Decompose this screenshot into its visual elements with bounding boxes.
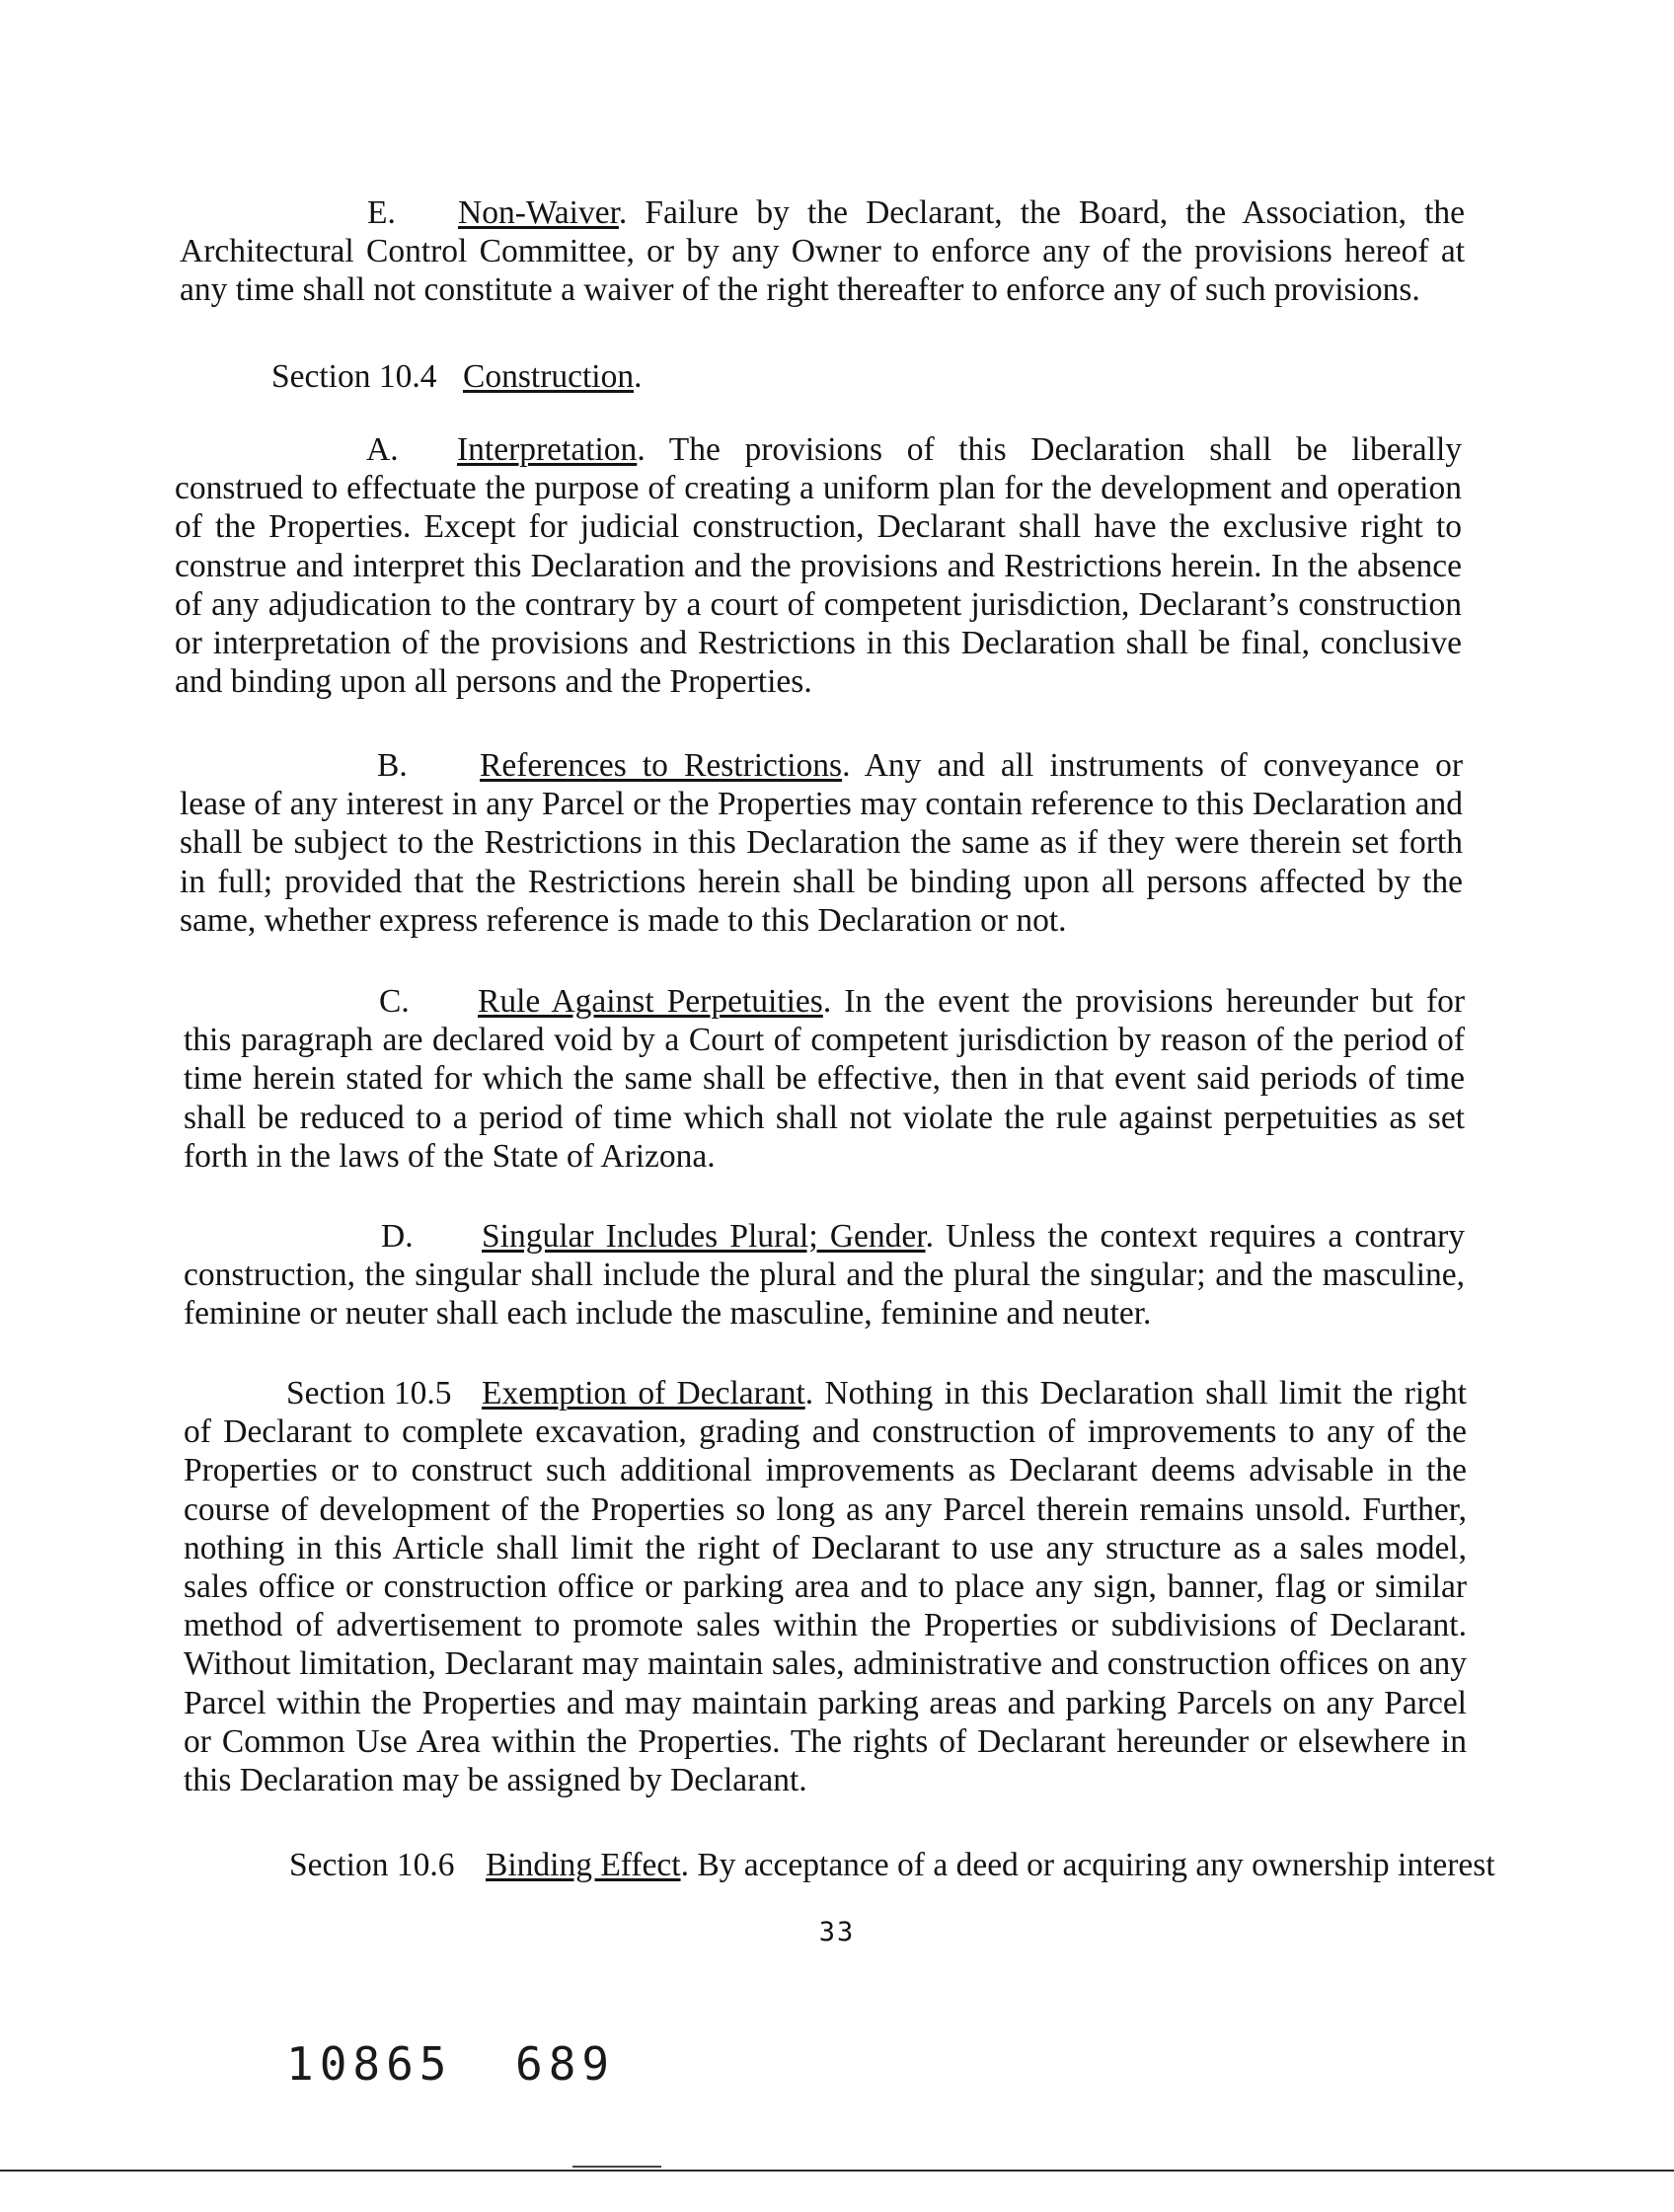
- recording-page-number: 689: [515, 2037, 616, 2091]
- paragraph-title: Non-Waiver: [458, 194, 619, 231]
- section-body: . Nothing in this Declaration shall limit the right of Declarant to complete excavation, grading and construction of improvements to any of the Properties or to construct such additional improvements as Declarant deems advisable in the course of development of the Properties so long as any Parcel therein remains unsold. Further, nothing in this Article shall limit the right of Declarant to use any structure as a sales model, sales office or construction office or parking area and to place any sign, banner, flag or similar method of advertisement to promote sales within the Properties or subdivisions of Declarant. Without limitation, Declarant may maintain sales, administrative and construction offices on any Parcel within the Properties and may maintain parking areas and parking Parcels on any Parcel or Common Use Area within the Properties. The rights of Declarant hereunder or elsewhere in this Declaration may be assigned by Declarant.: [184, 1375, 1467, 1799]
- paragraph-letter: A.: [366, 431, 399, 468]
- section-heading-10-4: [271, 357, 642, 396]
- section-title: Binding Effect: [486, 1847, 681, 1883]
- paragraph-body: . The provisions of this Declaration shall be liberally construed to effectuate the purpose of creating a uniform plan for the development and operation of the Properties. Except for judicial construction, Declarant shall have the exclusive right to construe and interpret this Declaration and the provisions and Restrictions herein. In the absence of any adjudication to the contrary by a court of competent jurisdiction, Declarant’s construction or interpretation of the provisions and Restrictions in this Declaration shall be final, conclusive and binding upon all persons and the Properties.: [175, 431, 1462, 701]
- paragraph-title: Singular Includes Plural; Gender: [482, 1218, 926, 1255]
- paragraph-title: Interpretation: [457, 431, 638, 468]
- paragraph-title: Rule Against Perpetuities: [478, 983, 823, 1020]
- paragraph-body: . Any and all instruments of conveyance or lease of any interest in any Parcel or the Properties may contain reference to this Declaration and shall be subject to the Restrictions in this Declaration the same as if they were therein set forth in full; provided that the Restrictions herein shall be binding upon all persons affected by the same, whether express reference is made to this Declaration or not.: [180, 747, 1464, 939]
- paragraph-body: . Failure by the Declarant, the Board, the Association, the Architectural Control Committee, or by any Owner to enforce any of the provisions hereof at any time shall not constitute a waiver of the right thereafter to enforce any of such provisions.: [180, 194, 1465, 309]
- paragraph-body: . In the event the provisions hereunder but for this paragraph are declared void by a Court of competent jurisdiction by reason of the period of time herein stated for which the same shall be effective, then in that event said periods of time shall be reduced to a period of time which shall not violate the rule against perpetuities as set forth in the laws of the State of Arizona.: [184, 983, 1466, 1175]
- paragraph-letter: E.: [367, 194, 396, 231]
- recording-book-number: 10865: [286, 2037, 453, 2091]
- paragraph-letter: D.: [381, 1218, 414, 1255]
- paragraph-letter: C.: [379, 983, 410, 1020]
- section-number: Section 10.6: [289, 1847, 455, 1883]
- paragraph-perpetuities: [184, 982, 1465, 1176]
- paragraph-body: . Unless the context requires a contrary construction, the singular shall include the plural and the plural the singular; and the masculine, feminine or neuter shall each include the masculine, feminine and neuter.: [184, 1218, 1465, 1333]
- paragraph-letter: B.: [377, 747, 408, 784]
- section-body: . By acceptance of a deed or acquiring any ownership interest: [680, 1847, 1495, 1883]
- section-number: Section 10.4: [271, 358, 437, 395]
- section-title: Construction: [463, 358, 635, 395]
- section-title: Exemption of Declarant: [482, 1375, 805, 1411]
- page-number: 33: [818, 1917, 856, 1947]
- paragraph-section-10-5: [184, 1374, 1467, 1799]
- section-title-period: .: [634, 358, 643, 395]
- page-bottom-rule: [0, 2170, 1674, 2172]
- paragraph-singular-plural-gender: [184, 1217, 1465, 1334]
- section-number: Section 10.5: [286, 1375, 452, 1411]
- paragraph-interpretation: [175, 430, 1462, 701]
- paragraph-title: References to Restrictions: [480, 747, 843, 784]
- paragraph-non-waiver: [180, 193, 1465, 310]
- scan-artifact-line: [572, 2166, 661, 2168]
- paragraph-references: [180, 746, 1463, 940]
- paragraph-section-10-6: [289, 1846, 1495, 1884]
